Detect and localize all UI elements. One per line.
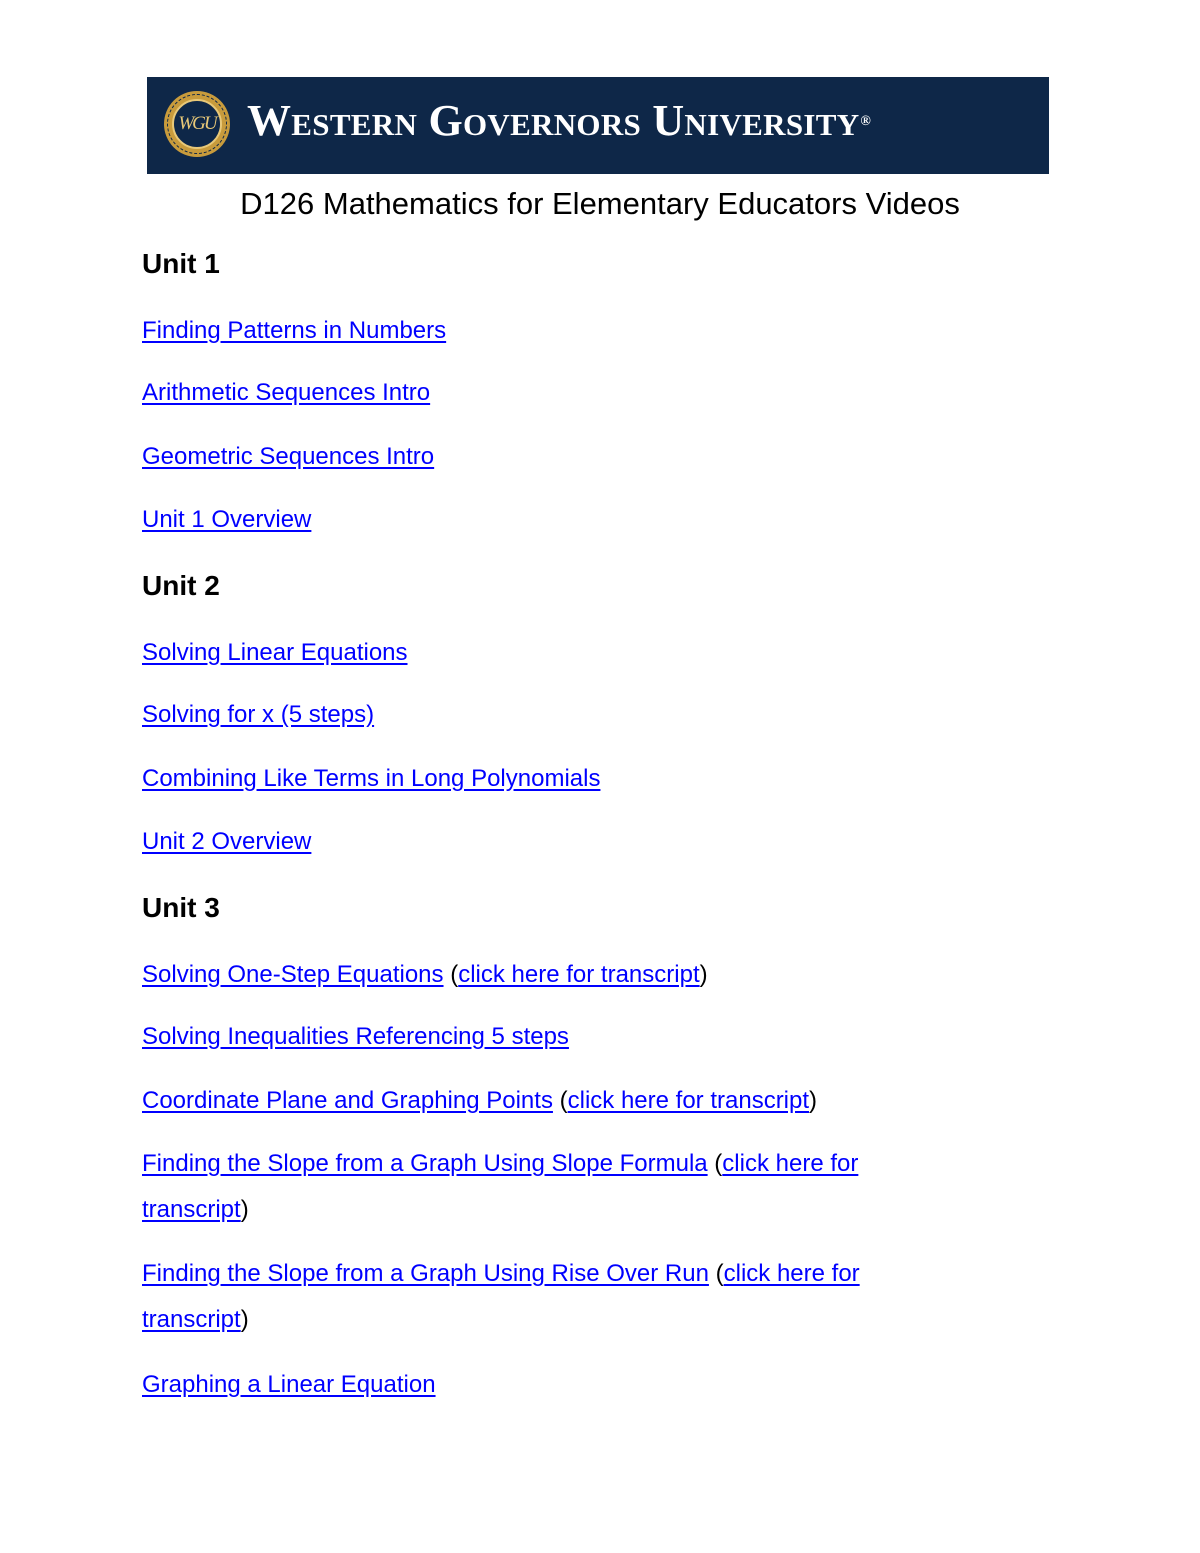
paren-close: ) (809, 1087, 818, 1114)
university-seal-logo (164, 91, 230, 157)
paren-open: ( (708, 1260, 724, 1287)
paren-open: ( (707, 1150, 723, 1177)
video-link[interactable]: Solving Inequalities Referencing 5 steps (142, 1023, 569, 1050)
video-link[interactable]: Arithmetic Sequences Intro (142, 379, 431, 406)
list-item (142, 379, 430, 407)
document-title: D126 Mathematics for Elementary Educators Videos (240, 186, 960, 221)
video-link[interactable]: Solving for x (5 steps) (142, 701, 375, 728)
paren-close: ) (240, 1306, 249, 1333)
unit-2-heading: Unit 2 (142, 570, 220, 601)
transcript-link[interactable]: click here for transcript (458, 961, 700, 988)
list-item (142, 1087, 817, 1115)
video-link[interactable]: Solving One-Step Equations (142, 961, 444, 988)
transcript-link-part-1[interactable]: click here for (723, 1260, 860, 1287)
university-wordmark (247, 96, 872, 145)
paren-open: ( (552, 1087, 568, 1114)
list-item (142, 506, 311, 534)
list-item (142, 765, 600, 793)
video-link[interactable]: Coordinate Plane and Graphing Points (142, 1087, 553, 1114)
list-item (142, 639, 408, 667)
list-item (142, 701, 374, 729)
transcript-link-part-2[interactable]: transcript (142, 1306, 241, 1333)
list-item (142, 317, 446, 345)
video-link[interactable]: Finding Patterns in Numbers (142, 317, 447, 344)
seal-monogram: WGU (178, 113, 216, 134)
list-item (142, 1371, 436, 1399)
video-link[interactable]: Finding the Slope from a Graph Using Slope Formula (142, 1150, 708, 1177)
paren-close: ) (699, 961, 708, 988)
university-banner (147, 77, 1049, 174)
list-item (142, 1023, 569, 1051)
list-item (142, 961, 708, 989)
paren-close: ) (240, 1196, 249, 1223)
video-link[interactable]: Solving Linear Equations (142, 639, 408, 666)
video-link[interactable]: Geometric Sequences Intro (142, 443, 435, 470)
unit-3-heading: Unit 3 (142, 892, 220, 923)
video-link[interactable]: Finding the Slope from a Graph Using Rise Over Run (142, 1260, 709, 1287)
wordmark-text: Western Governors University (247, 96, 860, 145)
transcript-link[interactable]: click here for transcript (567, 1087, 810, 1114)
list-item (142, 443, 434, 471)
transcript-link-part-2[interactable]: transcript (142, 1196, 241, 1223)
list-item (142, 1251, 860, 1343)
video-link[interactable]: Unit 2 Overview (142, 828, 312, 855)
video-link[interactable]: Unit 1 Overview (142, 506, 312, 533)
unit-1-heading: Unit 1 (142, 248, 220, 279)
transcript-link-part-1[interactable]: click here for (722, 1150, 859, 1177)
video-link[interactable]: Combining Like Terms in Long Polynomials (142, 765, 601, 792)
paren-open: ( (443, 961, 459, 988)
video-link[interactable]: Graphing a Linear Equation (142, 1371, 436, 1398)
seal-ring (167, 94, 227, 154)
registered-mark: ® (860, 114, 872, 129)
list-item (142, 828, 311, 856)
list-item (142, 1141, 858, 1233)
